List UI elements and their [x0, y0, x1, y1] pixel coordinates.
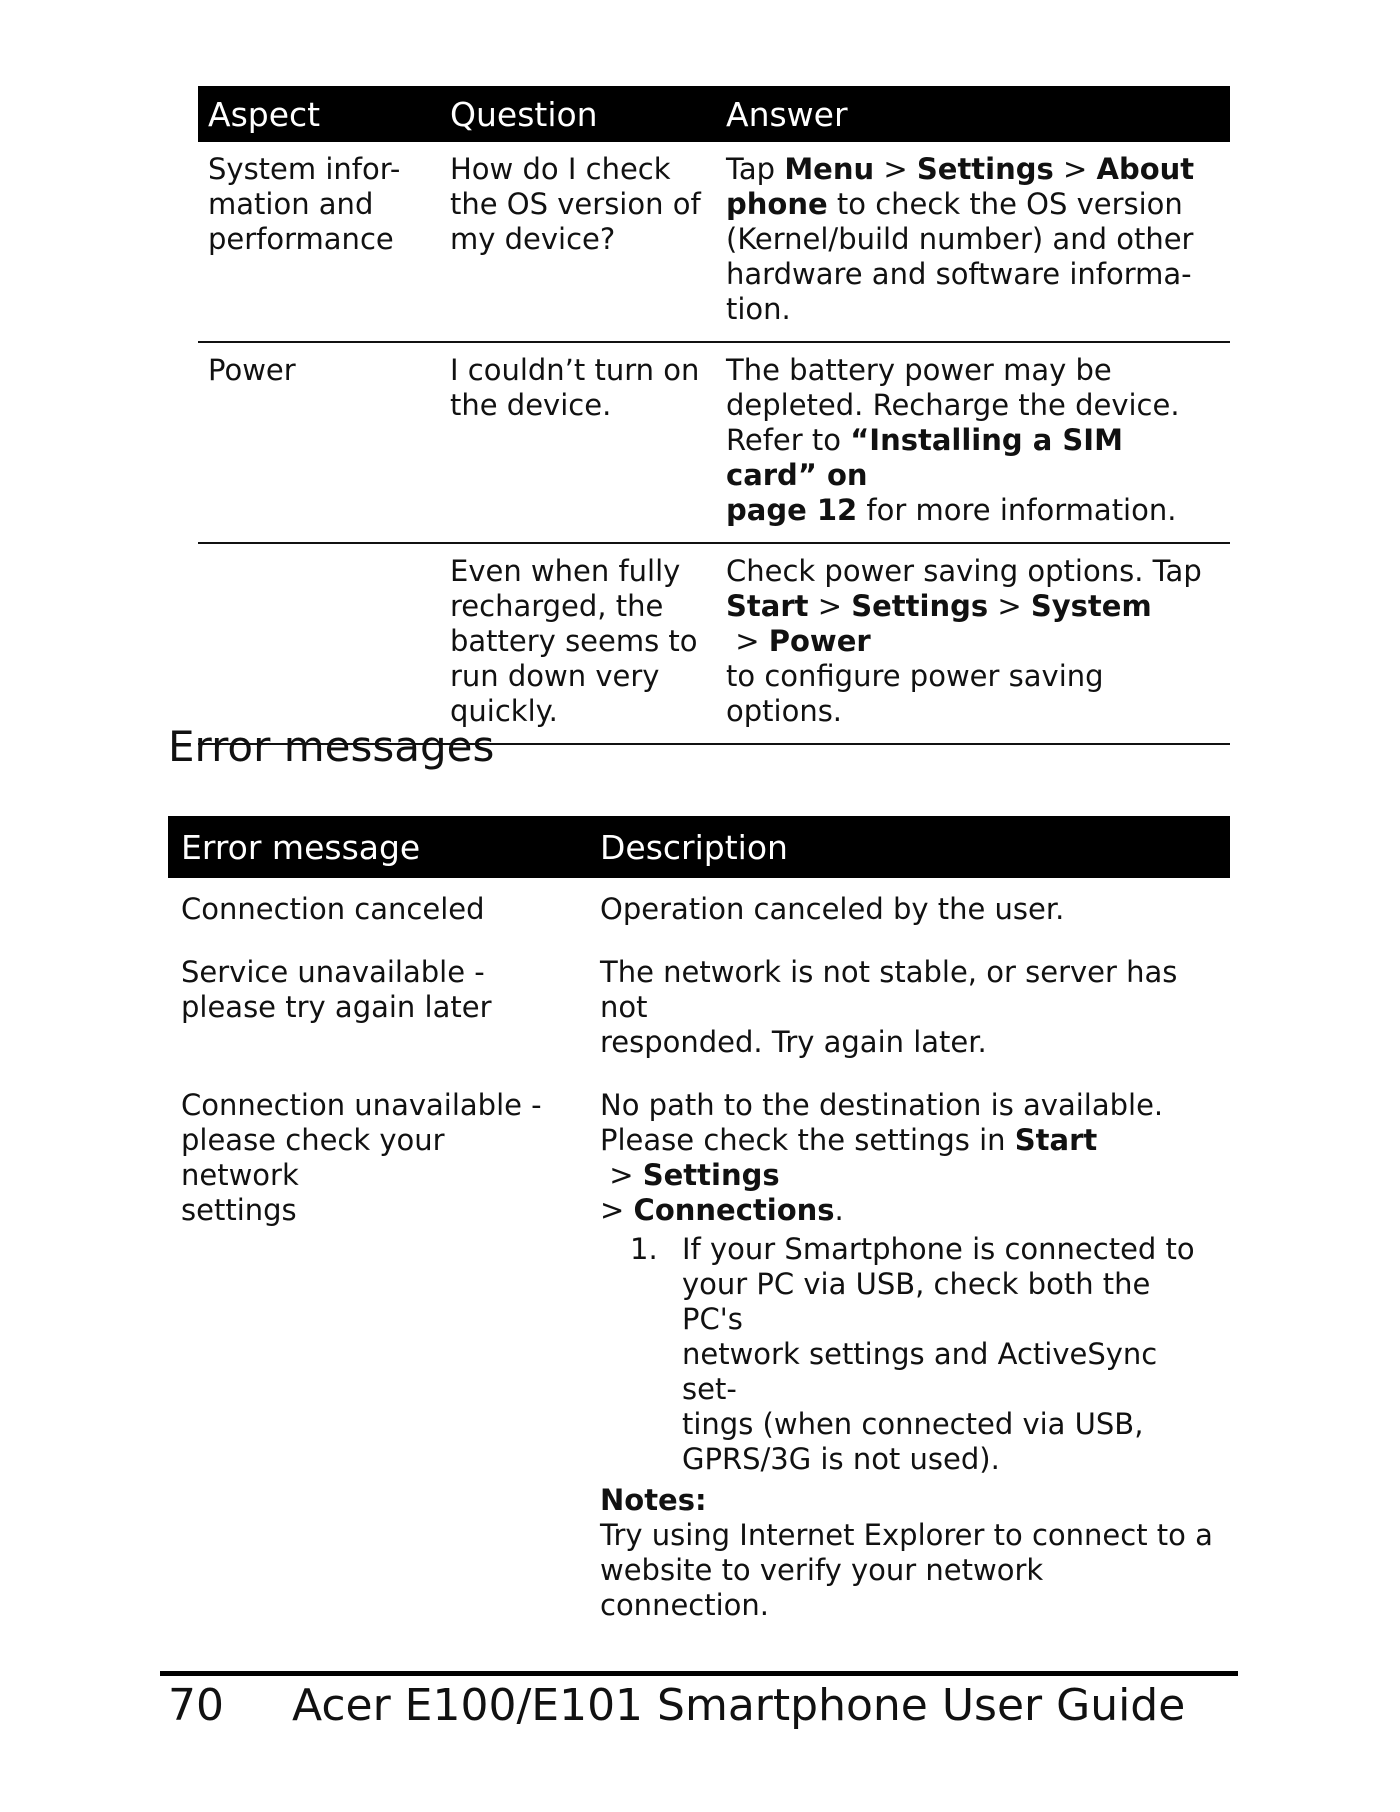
power-term: Power	[768, 624, 871, 658]
phone-term: phone	[726, 187, 828, 221]
footer-rule	[160, 1671, 1238, 1676]
page-number: 70	[168, 1680, 224, 1731]
text-line: (Kernel/build number) and other	[726, 222, 1194, 256]
text-line: my device?	[450, 222, 616, 256]
header-question: Question	[440, 86, 716, 142]
text-line: The network is not stable, or server has not	[600, 955, 1178, 1024]
list-item-text	[682, 1232, 1217, 1477]
text-line: please try again later	[181, 990, 492, 1024]
error-message-cell: Connection canceled	[181, 892, 485, 926]
text-line: quickly.	[450, 694, 558, 728]
text-span: >	[808, 589, 852, 623]
text-line: options.	[726, 694, 843, 728]
text-line: website to verify your network	[600, 1553, 1044, 1587]
table-row	[198, 342, 1230, 543]
text-span: >	[726, 624, 769, 658]
table-row	[168, 878, 1230, 927]
notes-label: Notes:	[600, 1483, 707, 1517]
text-span: .	[834, 1193, 844, 1227]
text-line: responded. Try again later.	[600, 1025, 987, 1059]
text-line: the OS version of	[450, 187, 701, 221]
text-line: No path to the destination is available.	[600, 1088, 1164, 1122]
answer-cell	[716, 543, 1230, 744]
settings-term: Settings	[851, 589, 989, 623]
table-row	[198, 142, 1230, 342]
text-span: >	[600, 1193, 634, 1227]
text-line: Check power saving options. Tap	[726, 554, 1202, 588]
answer-cell	[716, 142, 1230, 342]
text-span: >	[988, 589, 1031, 623]
text-line: your PC via USB, check both the PC's	[682, 1267, 1151, 1336]
connections-term: Connections	[633, 1193, 835, 1227]
text-line: If your Smartphone is connected to	[682, 1232, 1195, 1266]
text-line: connection.	[600, 1588, 770, 1622]
aspect-cell: Power	[198, 342, 440, 543]
text-line	[726, 187, 1220, 222]
question-cell	[440, 543, 716, 744]
table-row	[198, 543, 1230, 744]
list-number: 1.	[630, 1232, 658, 1266]
text-line: tion.	[726, 292, 791, 326]
text-line: How do I check	[450, 152, 671, 186]
system-term: System	[1030, 589, 1152, 623]
error-header-row	[168, 816, 1230, 878]
cross-reference-link[interactable]: “Installing a SIM card” on	[726, 423, 1123, 492]
text-line	[726, 423, 1220, 493]
question-cell	[440, 342, 716, 543]
aspect-cell	[198, 543, 440, 744]
text-line: performance	[208, 222, 394, 256]
text-line: depleted. Recharge the device.	[726, 388, 1180, 422]
text-line: Try using Internet Explorer to connect to a	[600, 1518, 1213, 1552]
error-message-cell	[168, 927, 578, 1060]
text-line: battery seems to	[450, 624, 698, 658]
text-span: for more information.	[857, 493, 1177, 527]
text-span: >	[1053, 152, 1097, 186]
faq-table	[198, 86, 1230, 745]
description-cell: Operation canceled by the user.	[600, 892, 1065, 926]
table-row	[168, 1060, 1230, 1623]
faq-header-row	[198, 86, 1230, 142]
page-footer	[168, 1680, 1185, 1731]
text-line: System infor-	[208, 152, 401, 186]
text-line: mation and	[208, 187, 374, 221]
text-line: Even when fully	[450, 554, 681, 588]
text-line: tings (when connected via USB,	[682, 1407, 1144, 1441]
aspect-cell	[198, 142, 440, 342]
text-line	[726, 493, 1220, 528]
menu-term: Menu	[784, 152, 875, 186]
start-term: Start	[726, 589, 809, 623]
text-span: Tap	[726, 152, 785, 186]
text-line: Connection unavailable -	[181, 1088, 542, 1122]
text-line	[600, 1123, 1217, 1193]
text-span: Refer to	[726, 423, 851, 457]
text-line: Service unavailable -	[181, 955, 485, 989]
table-row	[168, 927, 1230, 1060]
text-span: >	[874, 152, 917, 186]
text-line: recharged, the	[450, 589, 664, 623]
text-line: network settings and ActiveSync set-	[682, 1337, 1158, 1406]
section-heading: Error messages	[168, 722, 495, 771]
answer-cell	[716, 342, 1230, 543]
start-term: Start	[1014, 1123, 1098, 1157]
text-line	[726, 152, 1220, 187]
header-answer: Answer	[716, 86, 1230, 142]
settings-term: Settings	[642, 1158, 780, 1192]
text-line	[600, 1193, 1217, 1228]
text-span: Please check the settings in	[600, 1123, 1015, 1157]
header-aspect: Aspect	[198, 86, 440, 142]
text-line: to configure power saving	[726, 659, 1104, 693]
error-message-cell	[168, 1060, 578, 1623]
numbered-list-item	[630, 1232, 1217, 1477]
text-line: settings	[181, 1193, 297, 1227]
text-line: hardware and software informa-	[726, 257, 1192, 291]
description-cell	[578, 1060, 1230, 1623]
text-line: run down very	[450, 659, 660, 693]
document-title: Acer E100/E101 Smartphone User Guide	[292, 1680, 1186, 1731]
text-line: I couldn’t turn on	[450, 353, 700, 387]
settings-term: Settings	[916, 152, 1054, 186]
text-span: >	[600, 1158, 643, 1192]
text-line	[726, 589, 1220, 659]
header-error-message: Error message	[168, 816, 578, 878]
text-line: please check your network	[181, 1123, 445, 1192]
text-line: The battery power may be	[726, 353, 1112, 387]
question-cell	[440, 142, 716, 342]
text-span: to check the OS version	[827, 187, 1183, 221]
text-line: GPRS/3G is not used).	[682, 1442, 1000, 1476]
header-description: Description	[578, 816, 1230, 878]
cross-reference-page[interactable]: page 12	[726, 493, 858, 527]
text-line: the device.	[450, 388, 612, 422]
error-table	[168, 816, 1230, 1623]
about-term: About	[1096, 152, 1195, 186]
description-cell	[578, 927, 1230, 1060]
